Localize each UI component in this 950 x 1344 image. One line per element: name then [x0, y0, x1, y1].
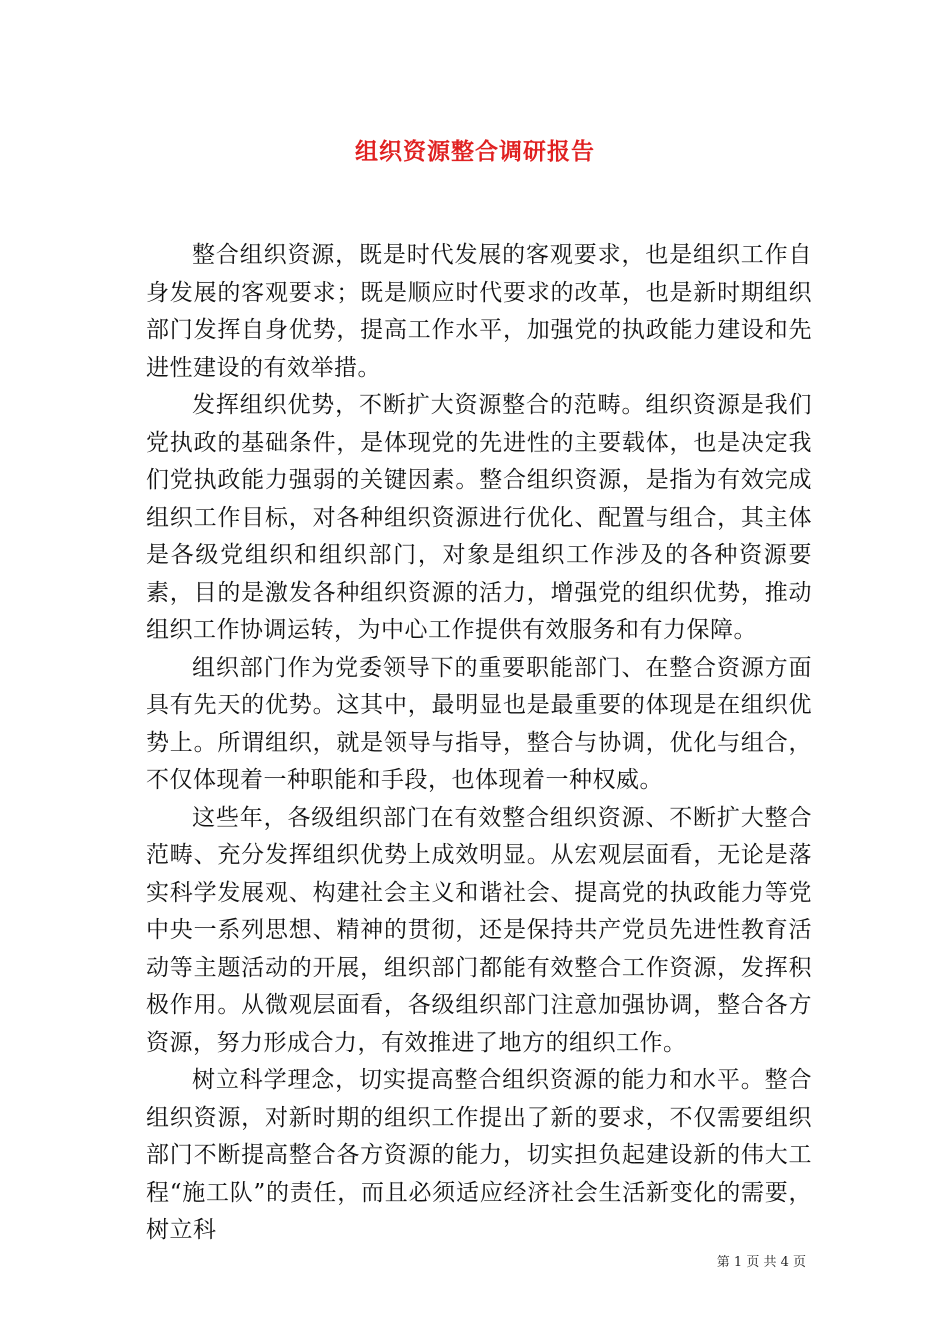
page-title: 组织资源整合调研报告: [355, 138, 595, 165]
paragraph-3: 组织部门作为党委领导下的重要职能部门、在整合资源方面具有先天的优势。这其中，最明显也是最重要的体现是在组织优势上。所谓组织，就是领导与指导，整合与协调，优化与组合，不仅体现着一种职能和手段，也体现着一种权威。: [146, 654, 812, 793]
page-number-footer: 第 1 页 共 4 页: [716, 1255, 806, 1270]
paragraph-5: 树立科学理念，切实提高整合组织资源的能力和水平。整合组织资源，对新时期的组织工作提出了新的要求，不仅需要组织部门不断提高整合各方资源的能力，切实担负起建设新的伟大工程“施工队”的责任，而且必须适应经济社会生活新变化的需要，树立科: [146, 1067, 812, 1243]
paragraph-1: 整合组织资源，既是时代发展的客观要求，也是组织工作自身发展的客观要求；既是顺应时代要求的改革，也是新时期组织部门发挥自身优势，提高工作水平，加强党的执政能力建设和先进性建设的有效举措。: [146, 242, 812, 381]
paragraph-2: 发挥组织优势，不断扩大资源整合的范畴。组织资源是我们党执政的基础条件，是体现党的先进性的主要载体，也是决定我们党执政能力强弱的关键因素。整合组织资源，是指为有效完成组织工作目标，对各种组织资源进行优化、配置与组合，其主体是各级党组织和组织部门，对象是组织工作涉及的各种资源要素，目的是激发各种组织资源的活力，增强党的组织优势，推动组织工作协调运转，为中心工作提供有效服务和有力保障。: [146, 392, 812, 643]
document-body: [146, 237, 812, 1250]
paragraph-4: 这些年，各级组织部门在有效整合组织资源、不断扩大整合范畴、充分发挥组织优势上成效明显。从宏观层面看，无论是落实科学发展观、构建社会主义和谐社会、提高党的执政能力等党中央一系列思想、精神的贯彻，还是保持共产党员先进性教育活动等主题活动的开展，组织部门都能有效整合工作资源，发挥积极作用。从微观层面看，各级组织部门注意加强协调，整合各方资源，努力形成合力，有效推进了地方的组织工作。: [146, 804, 812, 1056]
